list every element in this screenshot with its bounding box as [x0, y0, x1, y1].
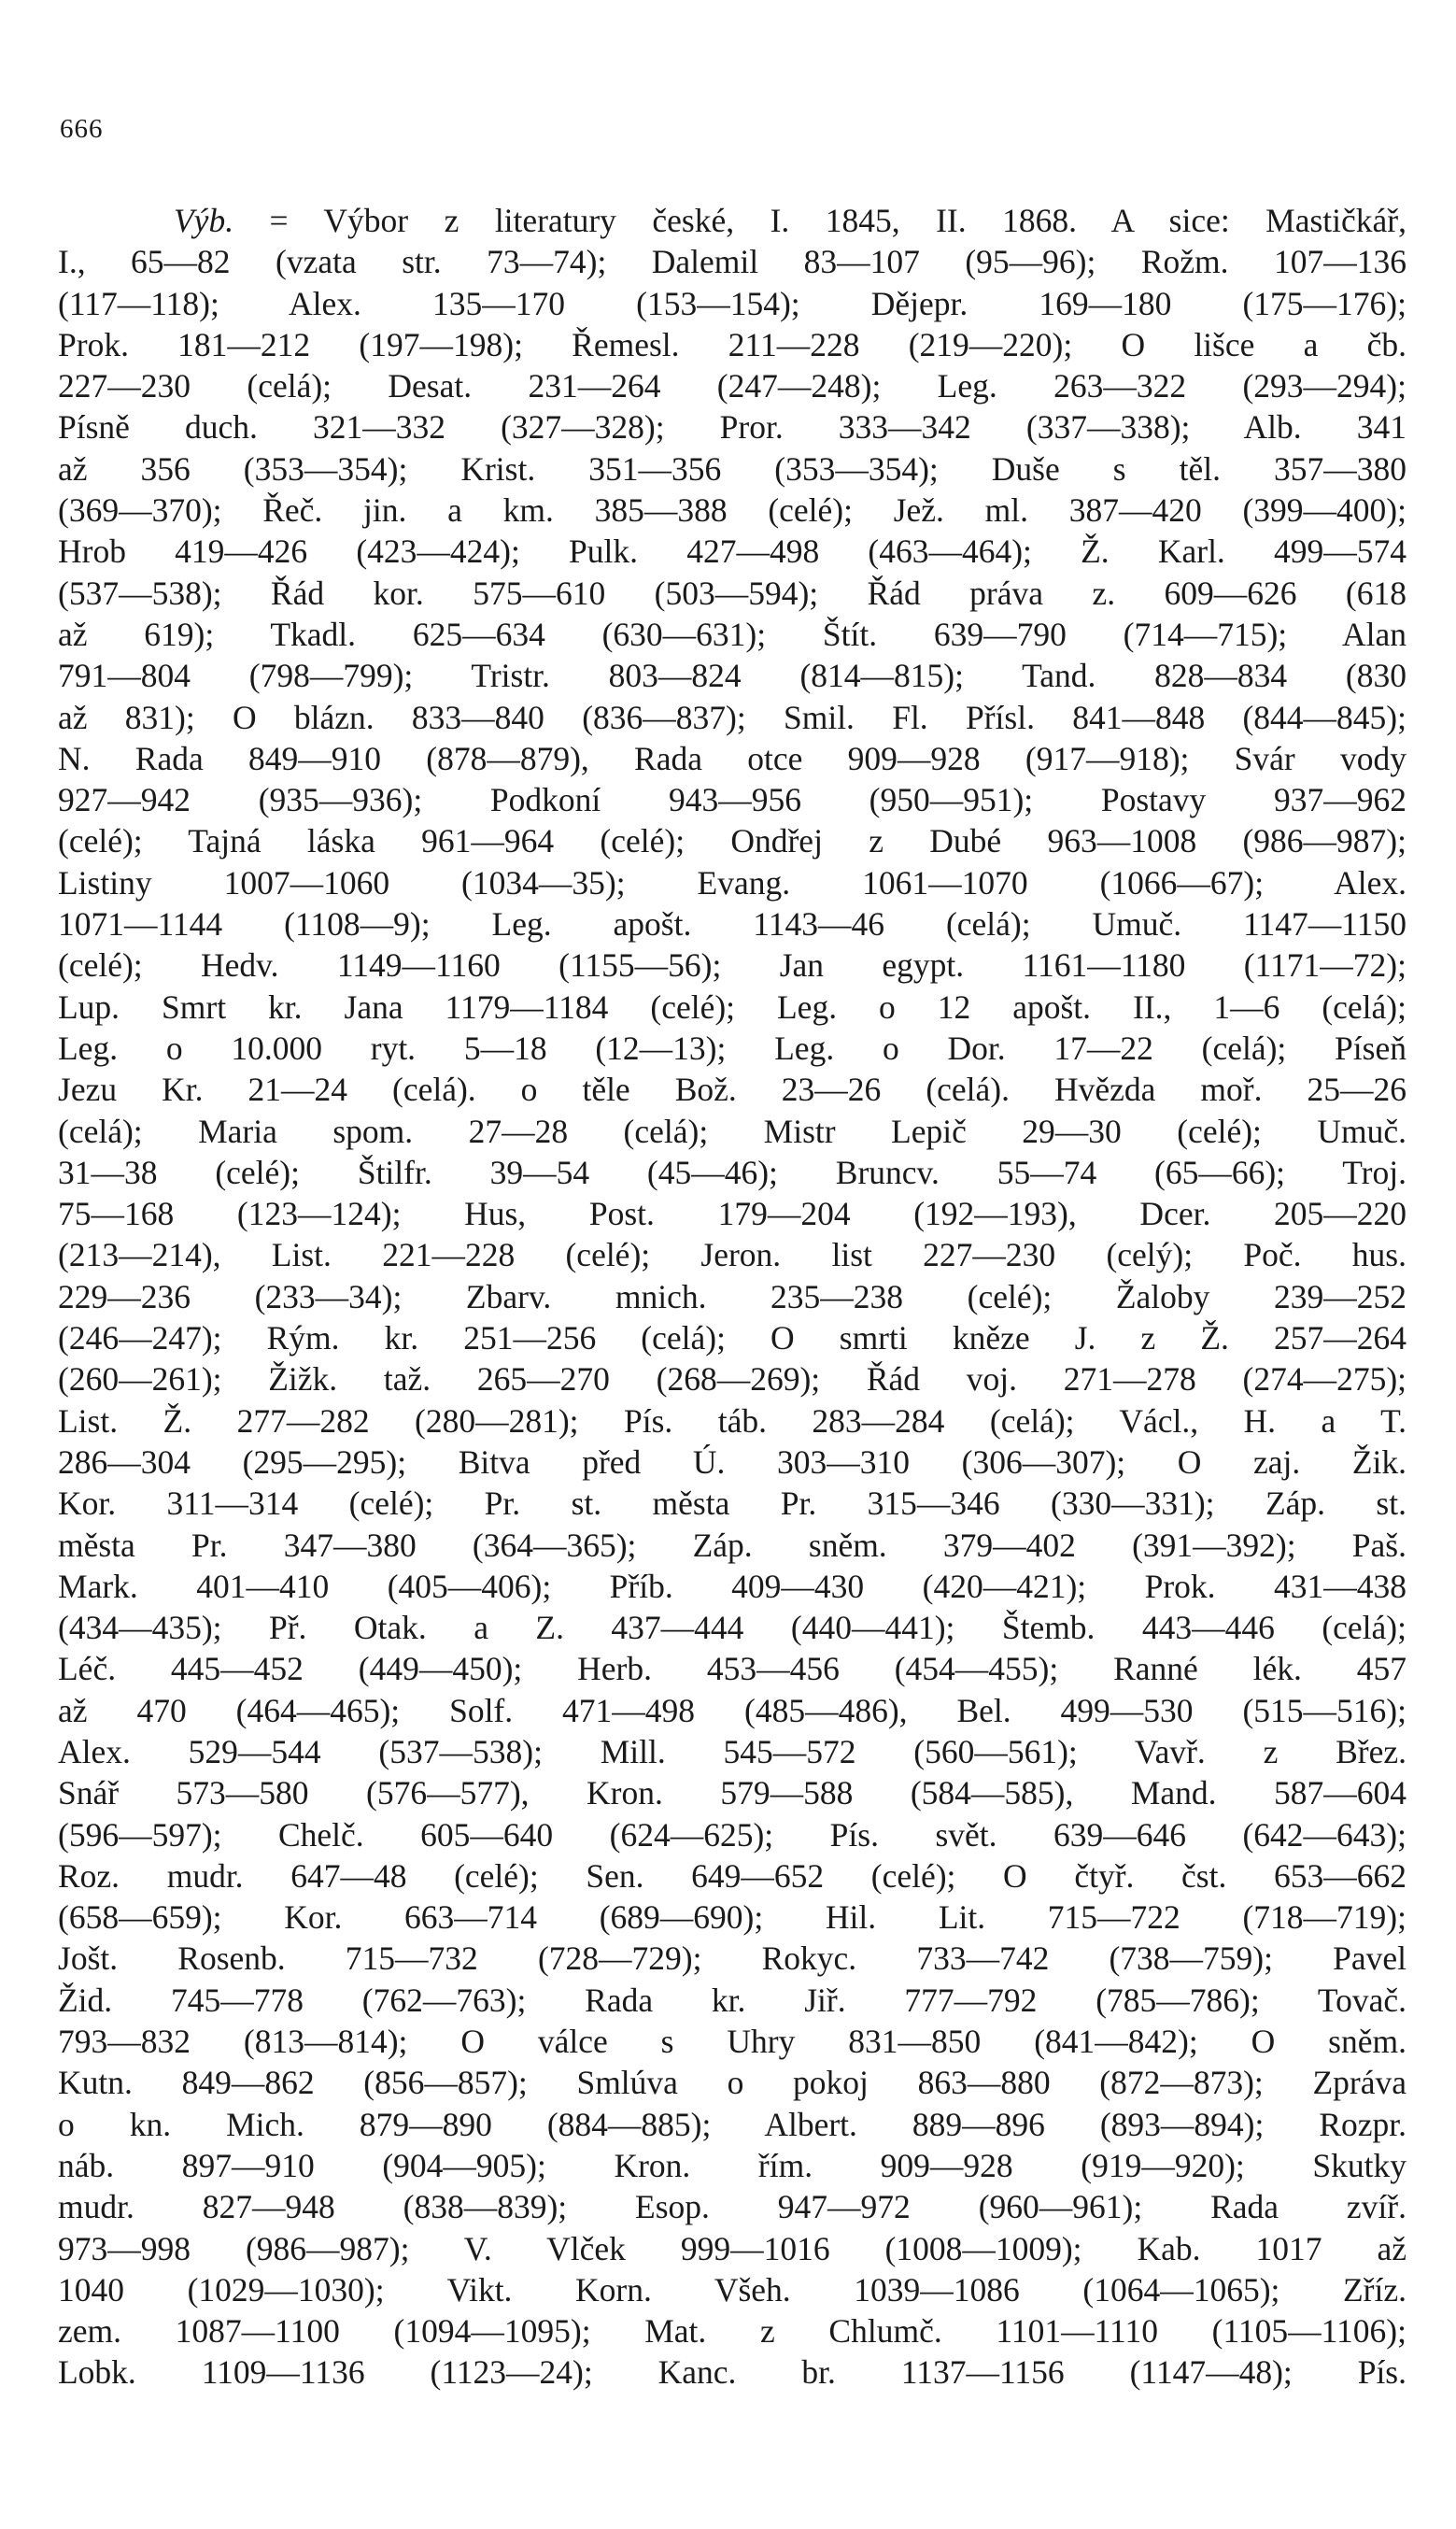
text-line: Mark. 401—410 (405—406); Příb. 409—430 (420—421); Prok. 431—438 — [58, 1567, 1407, 1605]
page-number: 666 — [60, 114, 104, 144]
text-line: Výb. = Výbor z literatury české, I. 1845, II. 1868. A sice: Mastičkář, — [174, 202, 1407, 239]
text-line: zem. 1087—1100 (1094—1095); Mat. z Chlumč. 1101—1110 (1105—1106); — [58, 2312, 1407, 2351]
text-line: Snář 573—580 (576—577), Kron. 579—588 (584—585), Mand. 587—604 — [58, 1774, 1407, 1812]
text-line: Lup. Smrt kr. Jana 1179—1184 (celé); Leg. o 12 apošt. II., 1—6 (celá); — [58, 987, 1407, 1026]
text-line: (celé); Hedv. 1149—1160 (1155—56); Jan egypt. 1161—1180 (1171—72); — [58, 946, 1407, 985]
text-line: 1071—1144 (1108—9); Leg. apošt. 1143—46 (celá); Umuč. 1147—1150 — [58, 905, 1407, 944]
text-line: Kutn. 849—862 (856—857); Smlúva o pokoj 863—880 (872—873); Zpráva — [58, 2064, 1407, 2102]
text-line: až 831); O blázn. 833—840 (836—837); Smil. Fl. Přísl. 841—848 (844—845); — [58, 698, 1407, 736]
text-line: Písně duch. 321—332 (327—328); Pror. 333—342 (337—338); Alb. 341 — [58, 408, 1407, 447]
text-line: (369—370); Řeč. jin. a km. 385—388 (celé); Jež. ml. 387—420 (399—400); — [58, 491, 1407, 530]
text-line: 791—804 (798—799); Tristr. 803—824 (814—815); Tand. 828—834 (830 — [58, 657, 1407, 695]
text-line: (246—247); Rým. kr. 251—256 (celá); O smrti kněze J. z Ž. 257—264 — [58, 1319, 1407, 1357]
text-line: Roz. mudr. 647—48 (celé); Sen. 649—652 (celé); O čtyř. čst. 653—662 — [58, 1856, 1407, 1895]
text-line: N. Rada 849—910 (878—879), Rada otce 909—928 (917—918); Svár vody — [58, 739, 1407, 777]
text-line: 973—998 (986—987); V. Vlček 999—1016 (1008—1009); Kab. 1017 až — [58, 2229, 1407, 2267]
text-line: města Pr. 347—380 (364—365); Záp. sněm. 379—402 (391—392); Paš. — [58, 1526, 1407, 1564]
text-line: I., 65—82 (vzata str. 73—74); Dalemil 83—107 (95—96); Rožm. 107—136 — [58, 243, 1407, 281]
text-line: (658—659); Kor. 663—714 (689—690); Hil. Lit. 715—722 (718—719); — [58, 1898, 1407, 1937]
text-line: mudr. 827—948 (838—839); Esop. 947—972 (960—961); Rada zvíř. — [58, 2188, 1407, 2226]
text-line: o kn. Mich. 879—890 (884—885); Albert. 889—896 (893—894); Rozpr. — [58, 2105, 1407, 2143]
text-line: (537—538); Řád kor. 575—610 (503—594); Řád práva z. 609—626 (618 — [58, 574, 1407, 612]
text-line: 793—832 (813—814); O válce s Uhry 831—850 (841—842); O sněm. — [58, 2023, 1407, 2061]
text-line: Hrob 419—426 (423—424); Pulk. 427—498 (463—464); Ž. Karl. 499—574 — [58, 533, 1407, 571]
text-line: Leg. o 10.000 ryt. 5—18 (12—13); Leg. o Dor. 17—22 (celá); Píseň — [58, 1029, 1407, 1067]
text-line: až 619); Tkadl. 625—634 (630—631); Štít. 639—790 (714—715); Alan — [58, 615, 1407, 653]
text-line: až 470 (464—465); Solf. 471—498 (485—486), Bel. 499—530 (515—516); — [58, 1691, 1407, 1729]
text-line: až 356 (353—354); Krist. 351—356 (353—354); Duše s těl. 357—380 — [58, 449, 1407, 488]
text-line: Žid. 745—778 (762—763); Rada kr. Jiř. 777—792 (785—786); Tovač. — [58, 1981, 1407, 2019]
text-line: Kor. 311—314 (celé); Pr. st. města Pr. 315—346 (330—331); Záp. st. — [58, 1485, 1407, 1523]
text-line: 286—304 (295—295); Bitva před Ú. 303—310 (306—307); O zaj. Žik. — [58, 1442, 1407, 1481]
text-line: Lobk. 1109—1136 (1123—24); Kanc. br. 1137—1156 (1147—48); Pís. — [58, 2353, 1407, 2392]
text-line: Listiny 1007—1060 (1034—35); Evang. 1061—1070 (1066—67); Alex. — [58, 863, 1407, 902]
text-line: Léč. 445—452 (449—450); Herb. 453—456 (454—455); Ranné lék. 457 — [58, 1650, 1407, 1688]
text-line: 75—168 (123—124); Hus, Post. 179—204 (192—193), Dcer. 205—220 — [58, 1195, 1407, 1233]
text-line: (celá); Maria spom. 27—28 (celá); Mistr Lepič 29—30 (celé); Umuč. — [58, 1112, 1407, 1150]
text-line: List. Ž. 277—282 (280—281); Pís. táb. 283—284 (celá); Václ., H. a T. — [58, 1401, 1407, 1440]
abbreviation-entry — [58, 200, 1407, 2394]
text-line: (celé); Tajná láska 961—964 (celé); Ondřej z Dubé 963—1008 (986—987); — [58, 822, 1407, 860]
text-line: (213—214), List. 221—228 (celé); Jeron. list 227—230 (celý); Poč. hus. — [58, 1236, 1407, 1274]
text-line: (596—597); Chelč. 605—640 (624—625); Pís. svět. 639—646 (642—643); — [58, 1815, 1407, 1854]
text-line: (434—435); Př. Otak. a Z. 437—444 (440—441); Štemb. 443—446 (celá); — [58, 1609, 1407, 1647]
text-line: Jezu Kr. 21—24 (celá). o těle Bož. 23—26 (celá). Hvězda moř. 25—26 — [58, 1071, 1407, 1109]
text-line: Jošt. Rosenb. 715—732 (728—729); Rokyc. 733—742 (738—759); Pavel — [58, 1939, 1407, 1978]
text-line: náb. 897—910 (904—905); Kron. řím. 909—928 (919—920); Skutky — [58, 2146, 1407, 2184]
text-line: (260—261); Žižk. taž. 265—270 (268—269); Řád voj. 271—278 (274—275); — [58, 1360, 1407, 1399]
text-line: 227—230 (celá); Desat. 231—264 (247—248); Leg. 263—322 (293—294); — [58, 367, 1407, 405]
text-line: 927—942 (935—936); Podkoní 943—956 (950—951); Postavy 937—962 — [58, 781, 1407, 819]
text-line: 31—38 (celé); Štilfr. 39—54 (45—46); Bruncv. 55—74 (65—66); Troj. — [58, 1153, 1407, 1191]
text-line: 1040 (1029—1030); Vikt. Korn. Všeh. 1039—1086 (1064—1065); Zříz. — [58, 2270, 1407, 2309]
abbreviation-term: Výb. — [174, 202, 234, 239]
text-line: 229—236 (233—34); Zbarv. mnich. 235—238 (celé); Žaloby 239—252 — [58, 1277, 1407, 1315]
text-line: (117—118); Alex. 135—170 (153—154); Dějepr. 169—180 (175—176); — [58, 284, 1407, 322]
text-line: Prok. 181—212 (197—198); Řemesl. 211—228 (219—220); O lišce a čb. — [58, 325, 1407, 363]
text-line: Alex. 529—544 (537—538); Mill. 545—572 (560—561); Vavř. z Břez. — [58, 1732, 1407, 1770]
